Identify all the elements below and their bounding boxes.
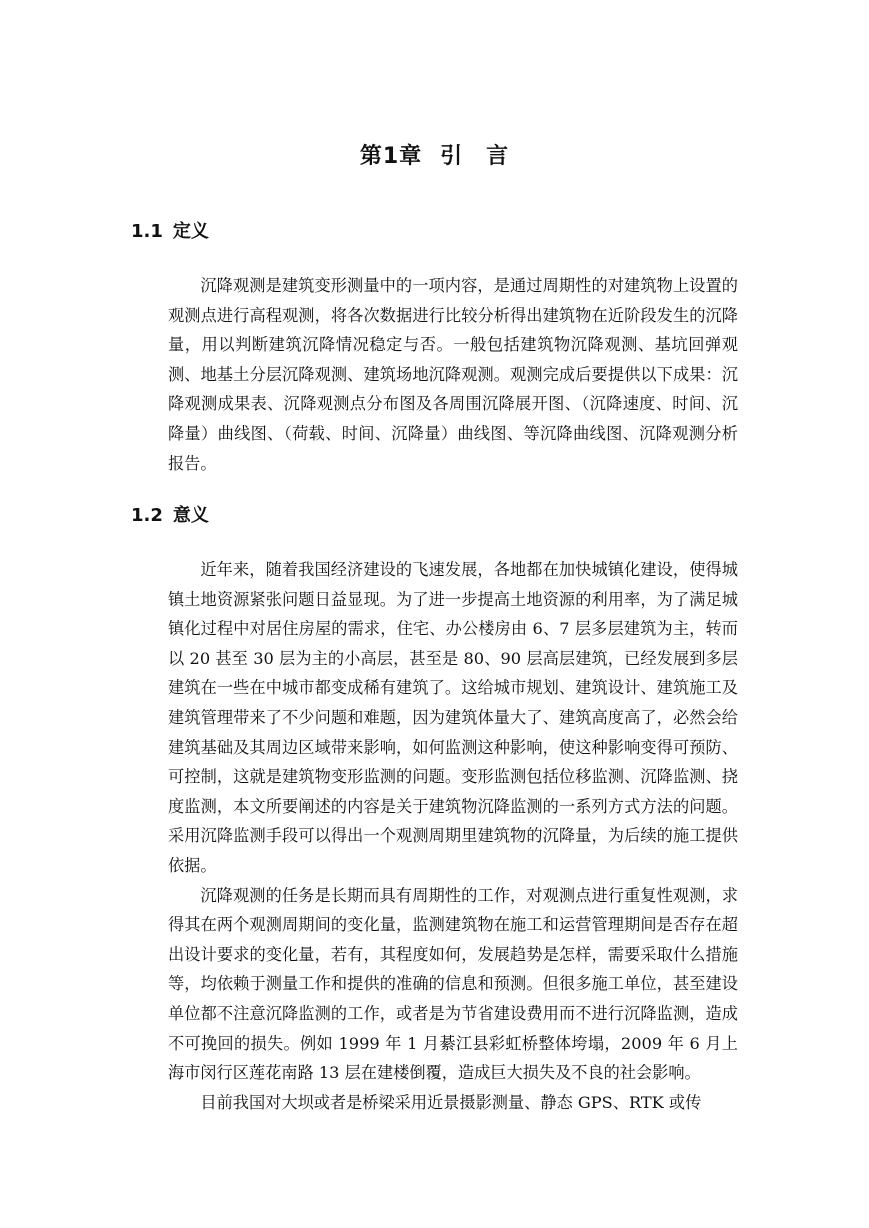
chapter-number: 第1章: [359, 144, 423, 169]
section-heading-significance: [131, 503, 209, 529]
section-heading-definition: [131, 219, 209, 245]
paragraph: 沉降观测是建筑变形测量中的一项内容，是通过周期性的对建筑物上设置的观测点进行高程观测，将各次数据进行比较分析得出建筑物在近阶段发生的沉降量，用以判断建筑沉降情况稳定与否。一般包括建筑物沉降观测、基坑回弹观测、地基土分层沉降观测、建筑场地沉降观测。观测完成后要提供以下成果：沉降观测成果表、沉降观测点分布图及各周围沉降展开图、（沉降速度、时间、沉降量）曲线图、（荷载、时间、沉降量）曲线图、等沉降曲线图、沉降观测分析报告。: [168, 276, 738, 473]
section-number: 1.2: [131, 505, 163, 526]
paragraph: 沉降观测的任务是长期而具有周期性的工作，对观测点进行重复性观测，求得其在两个观测周期间的变化量，监测建筑物在施工和运营管理期间是否存在超出设计要求的变化量，若有，其程度如何，发展趋势是怎样，需要采取什么措施等，均依赖于测量工作和提供的准确的信息和预测。但很多施工单位，甚至建设单位都不注意沉降监测的工作，或者是为节省建设费用而不进行沉降监测，造成不可挽回的损失。例如 1999 年 1 月綦江县彩虹桥整体垮塌，2009 年 6 月上海市闵行区莲花南路 13 层在建楼倒覆，造成巨大损失及不良的社会影响。: [168, 885, 738, 1083]
section-title: 定义: [172, 221, 209, 242]
section-body-definition: [168, 271, 738, 478]
section-title: 意义: [172, 505, 209, 526]
chapter-title: [0, 142, 869, 172]
paragraph: 近年来，随着我国经济建设的飞速发展，各地都在加快城镇化建设，使得城镇土地资源紧张问题日益显现。为了进一步提高土地资源的利用率，为了满足城镇化过程中对居住房屋的需求，住宅、办公楼房由 6、7 层多层建筑为主，转而以 20 甚至 30 层为主的小高层，甚至是 80、90 层高层建筑，已经发展到多层建筑在一些在中城市都变成稀有建筑了。这给城市规划、建筑设计、建筑施工及建筑管理带来了不少问题和难题，因为建筑体量大了、建筑高度高了，必然会给建筑基础及其周边区域带来影响，如何监测这种影响，使这种影响变得可预防、可控制，这就是建筑物变形监测的问题。变形监测包括位移监测、沉降监测、挠度监测，本文所要阐述的内容是关于建筑物沉降监测的一系列方式方法的问题。采用沉降监测手段可以得出一个观测周期里建筑物的沉降量，为后续的施工提供依据。: [168, 560, 738, 875]
section-body-significance: [168, 555, 738, 1117]
section-number: 1.1: [131, 221, 163, 242]
paragraph: 目前我国对大坝或者是桥梁采用近景摄影测量、静态 GPS、RTK 或传: [200, 1092, 702, 1112]
chapter-name: 引 言: [440, 144, 510, 169]
